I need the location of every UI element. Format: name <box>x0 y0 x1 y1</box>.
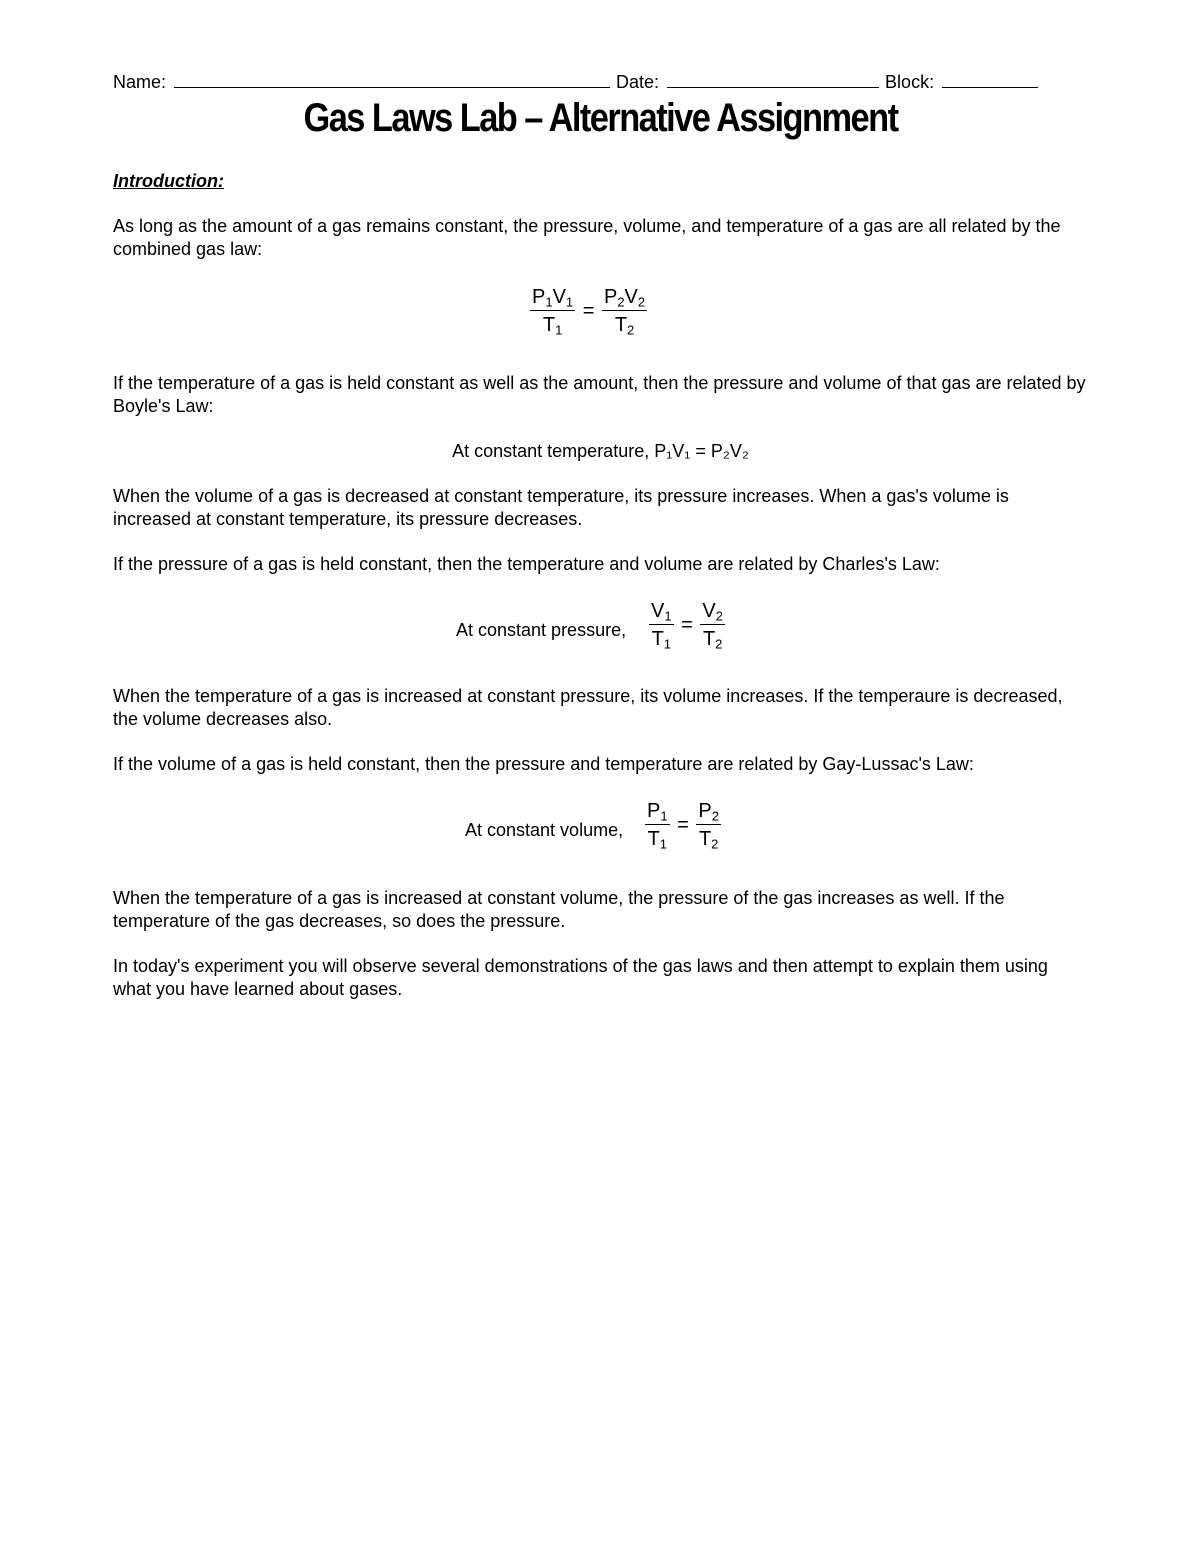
header-fields <box>113 72 1053 93</box>
block-label: Block: <box>885 72 935 92</box>
paragraph-combined-law: As long as the amount of a gas remains constant, the pressure, volume, and temperature of a gas are all related by the combined gas law: <box>113 216 1061 259</box>
charles-law-label: At constant pressure, <box>456 620 627 640</box>
page-title: Gas Laws Lab – Alternative Assignment <box>303 96 898 140</box>
paragraph-charles-intro: If the pressure of a gas is held constant, then the temperature and volume are related by Charles's Law: <box>113 554 940 574</box>
paragraph-gaylussac-intro: If the volume of a gas is held constant, then the pressure and temperature are related by Gay-Lussac's Law: <box>113 754 974 774</box>
paragraph-experiment: In today's experiment you will observe several demonstrations of the gas laws and then attempt to explain them using what you have learned about gases. <box>113 956 1048 999</box>
boyle-law-equation: At constant temperature, P₁V₁ = P₂V₂ <box>452 441 749 461</box>
paragraph-gaylussac-explain: When the temperature of a gas is increased at constant volume, the pressure of the gas increases as well. If the temperature of the gas decreases, so does the pressure. <box>113 888 1005 931</box>
paragraph-boyle-explain: When the volume of a gas is decreased at constant temperature, its pressure increases. When a gas's volume is increased at constant temperature, its pressure decreases. <box>113 486 1009 529</box>
date-label: Date: <box>616 72 660 92</box>
paragraph-boyle-intro: If the temperature of a gas is held constant as well as the amount, then the pressure and volume of that gas are related by Boyle's Law: <box>113 373 1086 416</box>
charles-law-equation: $\frac{V_1}{T_1}$ = $\frac{V_2}{T_2}$ <box>651 600 723 652</box>
block-blank[interactable] <box>942 73 1038 88</box>
gaylussac-law-label: At constant volume, <box>465 820 624 840</box>
paragraph-charles-explain: When the temperature of a gas is increased at constant pressure, its volume increases. If the temperaure is decreased, the volume decreases also. <box>113 686 1063 729</box>
combined-gas-law-equation: $\frac{P_1V_1}{T_1}$ = $\frac{P_2V_2}{T_2}$ <box>532 286 646 338</box>
introduction-heading: Introduction: <box>113 171 224 191</box>
name-label: Name: <box>113 72 167 92</box>
date-blank[interactable] <box>667 73 879 88</box>
gaylussac-law-equation: $\frac{P_1}{T_1}$ = $\frac{P_2}{T_2}$ <box>647 800 719 852</box>
name-blank[interactable] <box>174 73 610 88</box>
